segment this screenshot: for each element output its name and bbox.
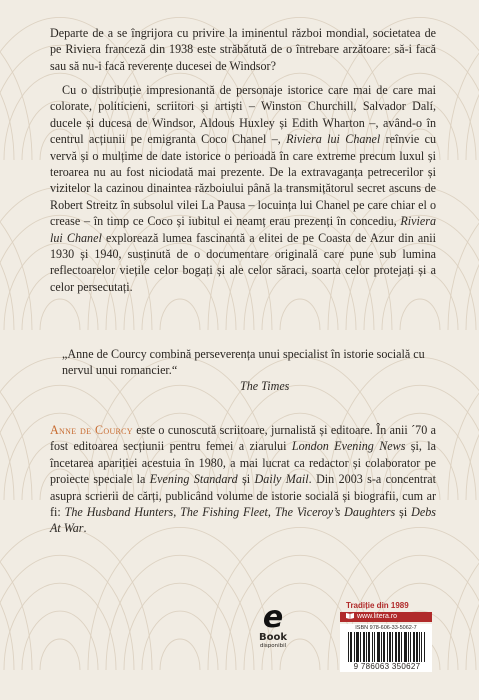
bio-text: și bbox=[395, 505, 412, 520]
publisher-website-bar bbox=[340, 612, 432, 622]
barcode-bar bbox=[351, 632, 352, 662]
book-title: Riviera lui Chanel bbox=[286, 132, 381, 147]
ebook-logo bbox=[253, 600, 293, 649]
barcode-bar bbox=[363, 632, 364, 662]
barcode-bar bbox=[381, 632, 382, 662]
book-title: The Viceroy’s Daughters bbox=[274, 505, 396, 520]
barcode-bar bbox=[395, 632, 396, 662]
book-icon bbox=[346, 612, 354, 619]
author-name: Anne de Courcy bbox=[50, 423, 133, 437]
barcode-bar bbox=[364, 632, 365, 662]
blurb-text: explorează lumea fascinantă a elitei de pe Coasta de Azur din anii 1930 și 1940, susținută de o documentare originală care pune sub lumina reflectoarelor viețile celor bogați și ale celor săraci, soarta celor protejați și a celor persecutați. bbox=[50, 230, 436, 294]
barcode-bar bbox=[387, 632, 388, 662]
barcode-bar bbox=[368, 632, 369, 662]
publication-title: London Evening News bbox=[291, 439, 406, 454]
barcode-bars bbox=[348, 632, 426, 662]
book-title: The Husband Hunters bbox=[64, 505, 174, 520]
review-source: The Times bbox=[240, 379, 290, 393]
barcode-bar bbox=[392, 632, 393, 662]
barcode-bar bbox=[413, 632, 414, 662]
barcode-bar bbox=[356, 632, 357, 662]
book-title: Debs At War bbox=[50, 505, 436, 536]
review-quote: „Anne de Courcy combină perseverența unui specialist în istorie socială cu nervul unui romancier.“ bbox=[62, 347, 425, 378]
ebook-available-label: disponibil bbox=[259, 643, 287, 649]
barcode-bar bbox=[383, 632, 384, 662]
barcode-bar bbox=[360, 632, 361, 662]
barcode-bar bbox=[390, 632, 391, 662]
barcode-bar bbox=[417, 632, 418, 662]
bio-text: este o cunoscută scriitoare, jurnalistă și editoare. În anii ´70 a fost editoarea secțiunii pentru femei a ziarului bbox=[50, 423, 437, 454]
barcode-bar bbox=[348, 632, 349, 662]
barcode-bar bbox=[416, 632, 417, 662]
blurb-paragraph-1: Departe de a se îngrijora cu privire la iminentul război mondial, societatea de pe Riviera franceză din 1938 este străbătută de o întrebare arzătoare: să-i facă sau să nu-i facă reverențe ducesei de Windsor? bbox=[50, 26, 436, 73]
barcode-bar bbox=[366, 632, 367, 662]
barcode-bar bbox=[374, 632, 375, 662]
barcode-bar bbox=[389, 632, 390, 662]
bio-text: . bbox=[83, 521, 87, 536]
barcode-bar bbox=[421, 632, 422, 662]
book-title: Riviera lui Chanel bbox=[50, 214, 436, 245]
barcode-bar bbox=[379, 632, 380, 662]
barcode-bar bbox=[401, 632, 402, 662]
publication-title: Evening Standard bbox=[149, 472, 238, 487]
barcode-bar bbox=[419, 632, 420, 662]
ebook-label: Book bbox=[258, 632, 287, 643]
barcode-bar bbox=[372, 632, 373, 662]
bio-text: . Din 2003 s-a concentrat asupra scrierii de cărți, publicând volume de istorie socială și biografii, cum ar fi: bbox=[50, 472, 437, 520]
isbn-number: ISBN 978-606-33-5062-7 bbox=[355, 625, 417, 631]
barcode-bar bbox=[354, 632, 355, 662]
blurb-paragraph-2 bbox=[50, 82, 436, 295]
tradition-label: Tradiție din 1989 bbox=[346, 601, 409, 610]
barcode-bar bbox=[414, 632, 415, 662]
ebook-e-icon: e bbox=[262, 600, 284, 635]
barcode-bar bbox=[369, 632, 370, 662]
barcode-bar bbox=[424, 632, 425, 662]
barcode-bar bbox=[378, 632, 379, 662]
blurb-text: Cu o distribuție impresionantă de personaje istorice care mai de care mai colorate, politicieni, scriitori și artiști – Winston Churchill, Salvador Dalí, ducele și ducesa de Windsor, Aldous Huxley și Edith Wharton –, având-o în centrul acțiunii pe emigranta Coco Chanel –, bbox=[50, 83, 436, 147]
barcode-digits: 9 786063 350627 bbox=[353, 662, 421, 671]
barcode-bar bbox=[358, 632, 359, 662]
bio-text: și bbox=[237, 472, 255, 487]
publisher-website: www.litera.ro bbox=[357, 613, 398, 620]
barcode-bar bbox=[350, 632, 351, 662]
barcode-bar bbox=[357, 632, 358, 662]
bio-text: , bbox=[173, 505, 181, 520]
barcode-bar bbox=[396, 632, 397, 662]
barcode-bar bbox=[410, 632, 411, 662]
barcode-bar bbox=[408, 632, 409, 662]
book-title: The Fishing Fleet bbox=[180, 505, 268, 520]
barcode bbox=[340, 624, 432, 672]
blurb-text: reînvie cu vervă și o mulțime de date istorice o perioadă în care extreme precum luxul și teroarea nu au fost niciodată mai prezente. De la extravaganța petrecerilor și vizitelor la cazinou dinaintea războiului până la transmițătorul secret ascuns de Robert Streitz în subsolul vilei La Pausa – locuința lui Chanel pe care chiar el o crease – în timp ce Coco și iubitul ei neamț erau prezenți în concediu, bbox=[50, 132, 436, 229]
barcode-bar bbox=[398, 632, 399, 662]
barcode-bar bbox=[406, 632, 407, 662]
barcode-bar bbox=[399, 632, 400, 662]
publication-title: Daily Mail bbox=[254, 472, 309, 487]
barcode-bar bbox=[405, 632, 406, 662]
bio-text: și, la încetarea apariției acestuia în 1980, a mai lucrat ca redactor și colaborator pe proiecte speciale la bbox=[50, 439, 436, 487]
barcode-bar bbox=[384, 632, 385, 662]
barcode-bar bbox=[377, 632, 378, 662]
author-bio bbox=[50, 422, 436, 537]
barcode-bar bbox=[404, 632, 405, 662]
bio-text: , bbox=[267, 505, 275, 520]
